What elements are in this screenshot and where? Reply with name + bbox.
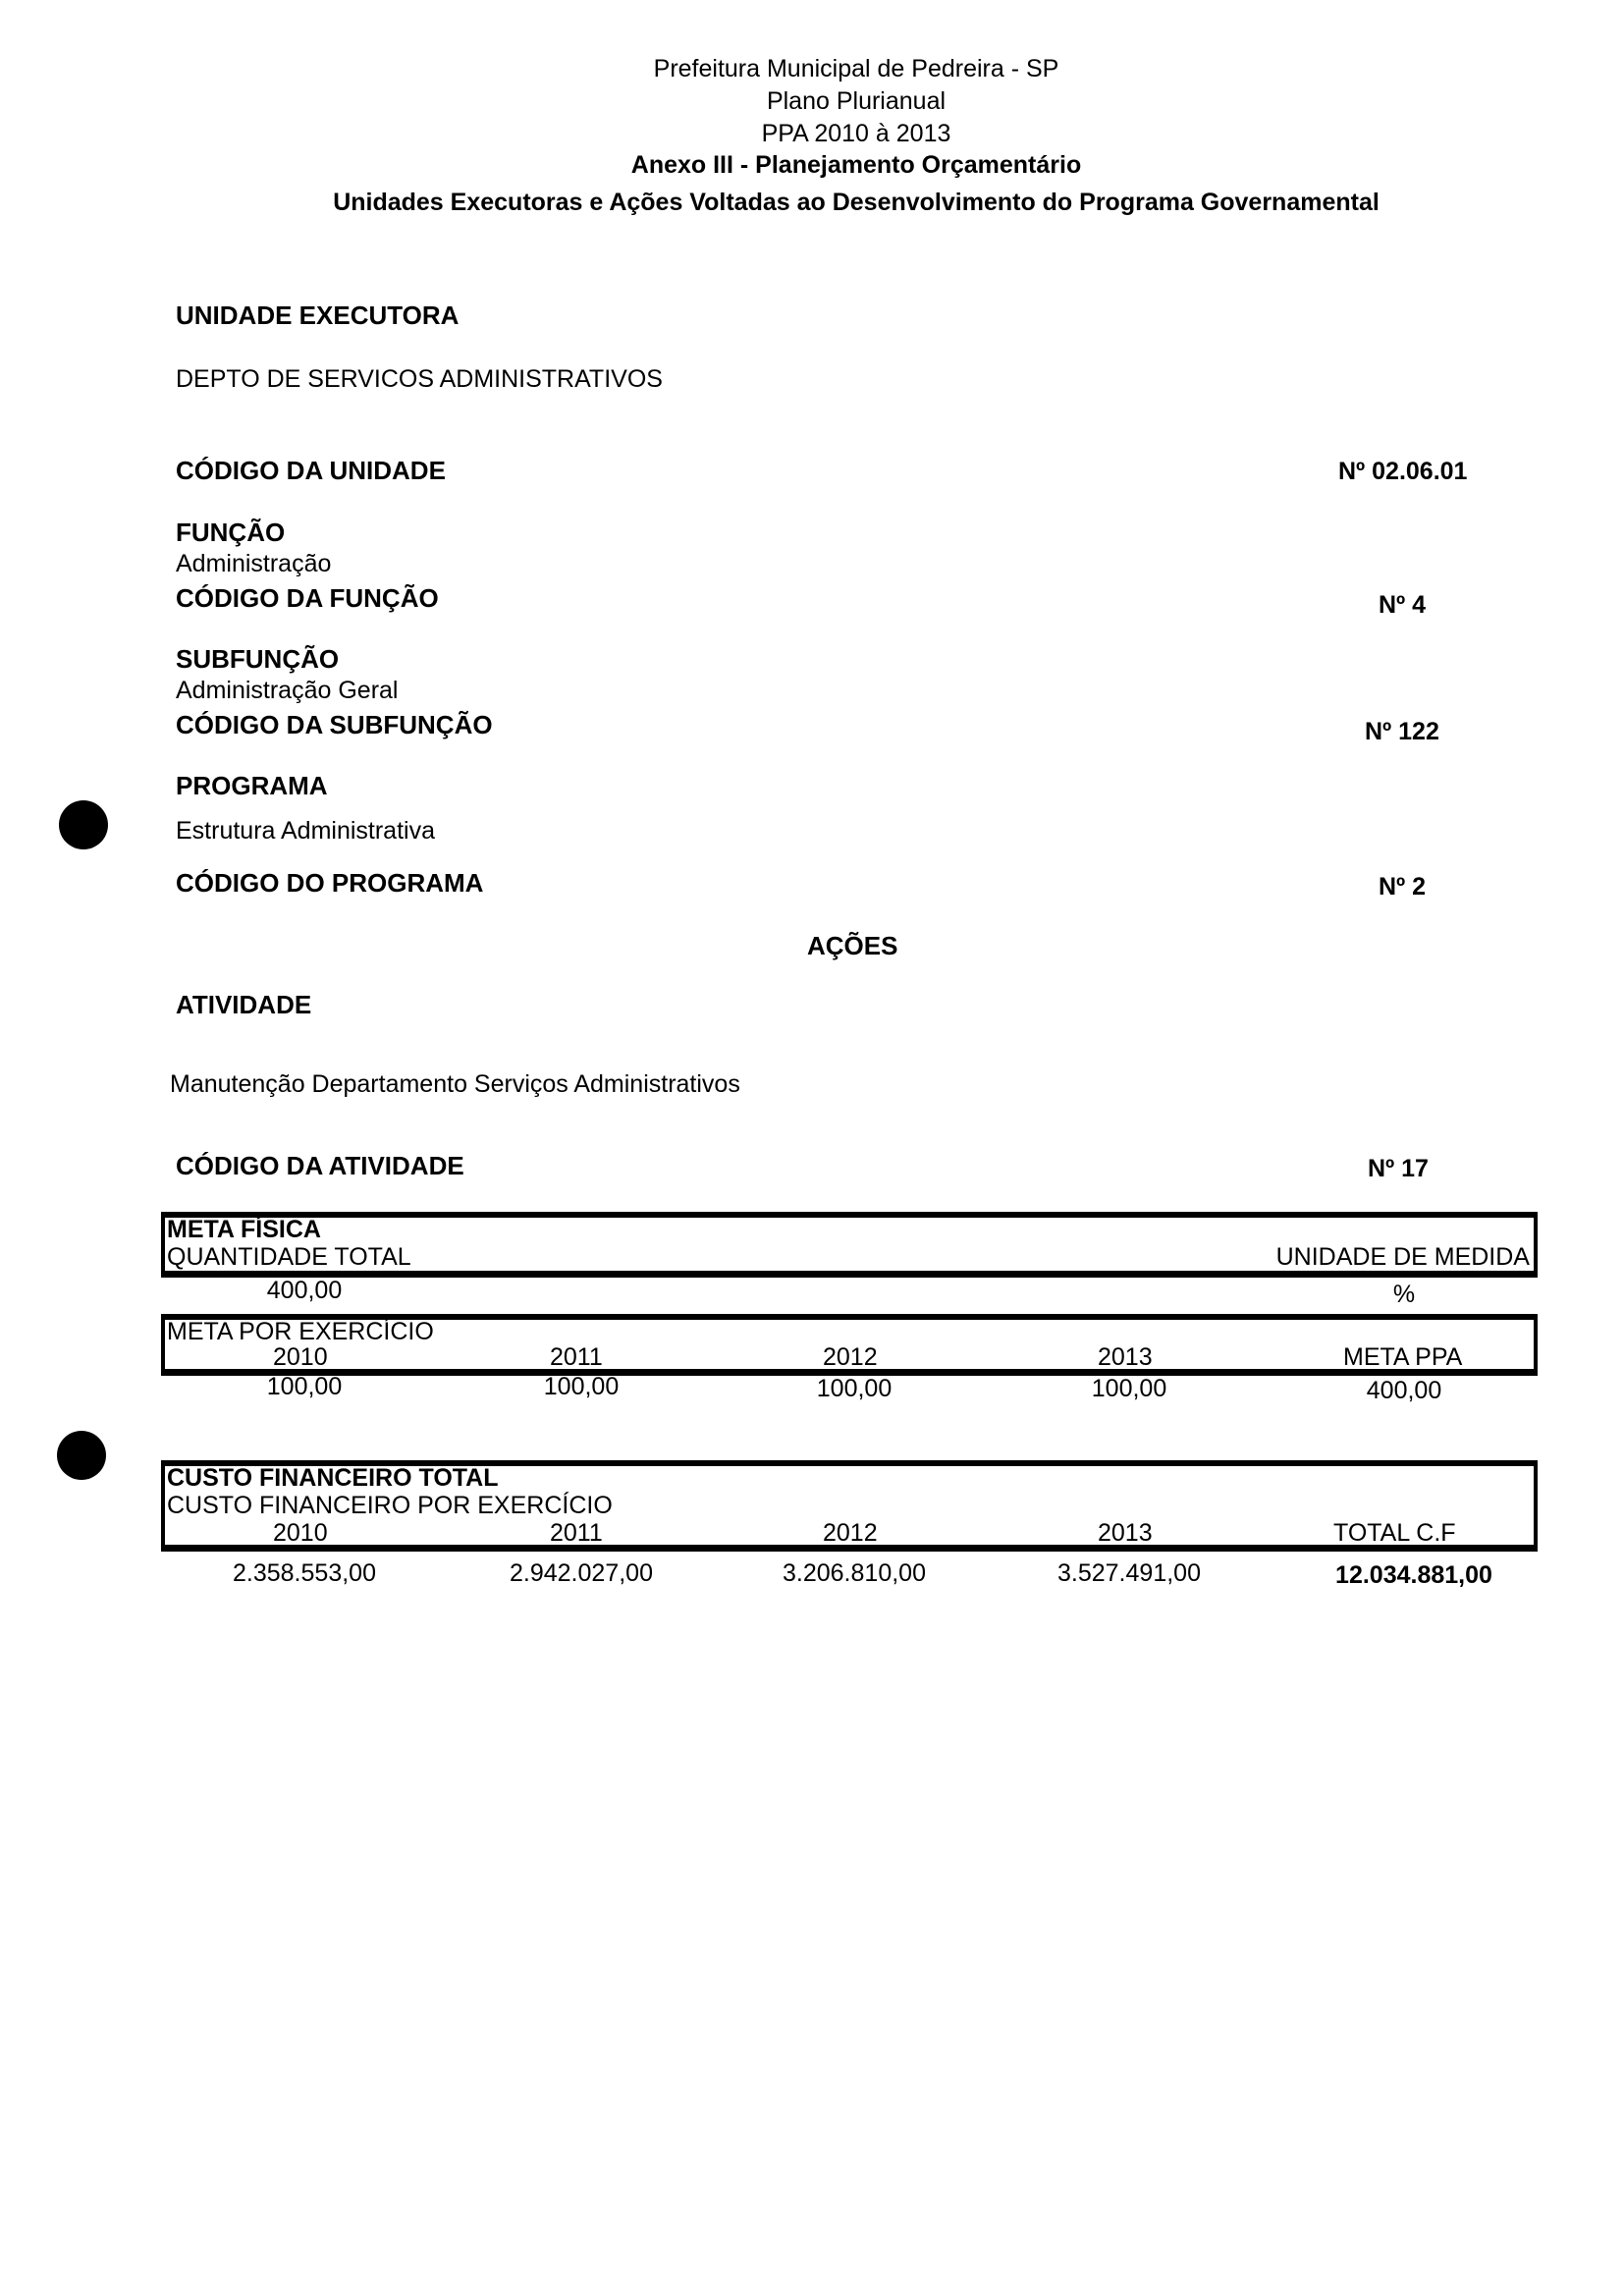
custo-value-2013: 3.527.491,00 bbox=[1057, 1559, 1201, 1587]
unidade-code: Nº 02.06.01 bbox=[1338, 458, 1468, 485]
meta-exercicio-box bbox=[161, 1314, 1538, 1376]
programa-value: Estrutura Administrativa bbox=[176, 817, 435, 845]
custo-header-total: TOTAL C.F bbox=[1333, 1519, 1456, 1547]
custo-header-2010: 2010 bbox=[273, 1519, 328, 1547]
funcao-value: Administração bbox=[176, 550, 332, 577]
funcao-label: FUNÇÃO bbox=[176, 518, 286, 547]
custo-header-2012: 2012 bbox=[823, 1519, 878, 1547]
subfuncao-value: Administração Geral bbox=[176, 677, 399, 704]
custo-value-2011: 2.942.027,00 bbox=[510, 1559, 653, 1587]
unidade-code-label: CÓDIGO DA UNIDADE bbox=[176, 456, 446, 485]
programa-code: Nº 2 bbox=[1379, 873, 1427, 901]
custo-header-2011: 2011 bbox=[550, 1519, 603, 1547]
funcao-code-label: CÓDIGO DA FUNÇÃO bbox=[176, 583, 439, 613]
programa-label: PROGRAMA bbox=[176, 771, 328, 800]
meta-value-2012: 100,00 bbox=[816, 1375, 893, 1402]
atividade-value: Manutenção Departamento Serviços Administrativos bbox=[170, 1070, 740, 1098]
quantidade-total-value: 400,00 bbox=[266, 1277, 343, 1304]
header-annex: Anexo III - Planejamento Orçamentário bbox=[630, 151, 1082, 179]
meta-fisica-box bbox=[161, 1212, 1538, 1278]
punch-hole-mark bbox=[59, 800, 108, 849]
quantidade-total-label: QUANTIDADE TOTAL bbox=[167, 1243, 411, 1271]
custo-value-2010: 2.358.553,00 bbox=[233, 1559, 376, 1587]
custo-title: CUSTO FINANCEIRO TOTAL bbox=[167, 1464, 499, 1492]
header-subtitle: Unidades Executoras e Ações Voltadas ao Desenvolvimento do Programa Governamental bbox=[333, 189, 1380, 216]
meta-header-2011: 2011 bbox=[550, 1343, 603, 1371]
header-plan: Plano Plurianual bbox=[766, 87, 947, 115]
programa-code-label: CÓDIGO DO PROGRAMA bbox=[176, 868, 484, 898]
unidade-value: DEPTO DE SERVICOS ADMINISTRATIVOS bbox=[176, 365, 663, 393]
subfuncao-code-label: CÓDIGO DA SUBFUNÇÃO bbox=[176, 710, 493, 739]
meta-header-2012: 2012 bbox=[823, 1343, 878, 1371]
custo-subtitle: CUSTO FINANCEIRO POR EXERCÍCIO bbox=[167, 1492, 613, 1519]
meta-header-ppa: META PPA bbox=[1343, 1343, 1463, 1371]
meta-fisica-title: META FÍSICA bbox=[167, 1216, 321, 1243]
meta-exercicio-title: META POR EXERCÍCIO bbox=[167, 1318, 434, 1345]
meta-value-ppa: 400,00 bbox=[1366, 1377, 1442, 1404]
custo-value-total: 12.034.881,00 bbox=[1335, 1561, 1492, 1589]
atividade-code-label: CÓDIGO DA ATIVIDADE bbox=[176, 1151, 464, 1180]
subfuncao-code: Nº 122 bbox=[1365, 718, 1439, 745]
unidade-medida-label: UNIDADE DE MEDIDA bbox=[1275, 1243, 1530, 1271]
meta-value-2013: 100,00 bbox=[1091, 1375, 1167, 1402]
header-period: PPA 2010 à 2013 bbox=[761, 120, 951, 147]
custo-box bbox=[161, 1460, 1538, 1552]
punch-hole-mark bbox=[57, 1431, 106, 1480]
meta-header-2010: 2010 bbox=[273, 1343, 328, 1371]
header-municipality: Prefeitura Municipal de Pedreira - SP bbox=[653, 55, 1059, 82]
custo-value-2012: 3.206.810,00 bbox=[783, 1559, 926, 1587]
meta-value-2010: 100,00 bbox=[266, 1373, 343, 1400]
funcao-code: Nº 4 bbox=[1379, 591, 1427, 619]
custo-header-2013: 2013 bbox=[1098, 1519, 1153, 1547]
unidade-label: UNIDADE EXECUTORA bbox=[176, 300, 460, 330]
subfuncao-label: SUBFUNÇÃO bbox=[176, 644, 340, 674]
atividade-code: Nº 17 bbox=[1368, 1155, 1429, 1182]
meta-header-2013: 2013 bbox=[1098, 1343, 1153, 1371]
acoes-title: AÇÕES bbox=[807, 931, 898, 960]
atividade-label: ATIVIDADE bbox=[176, 990, 312, 1019]
unidade-medida-value: % bbox=[1392, 1281, 1416, 1308]
meta-value-2011: 100,00 bbox=[543, 1373, 620, 1400]
